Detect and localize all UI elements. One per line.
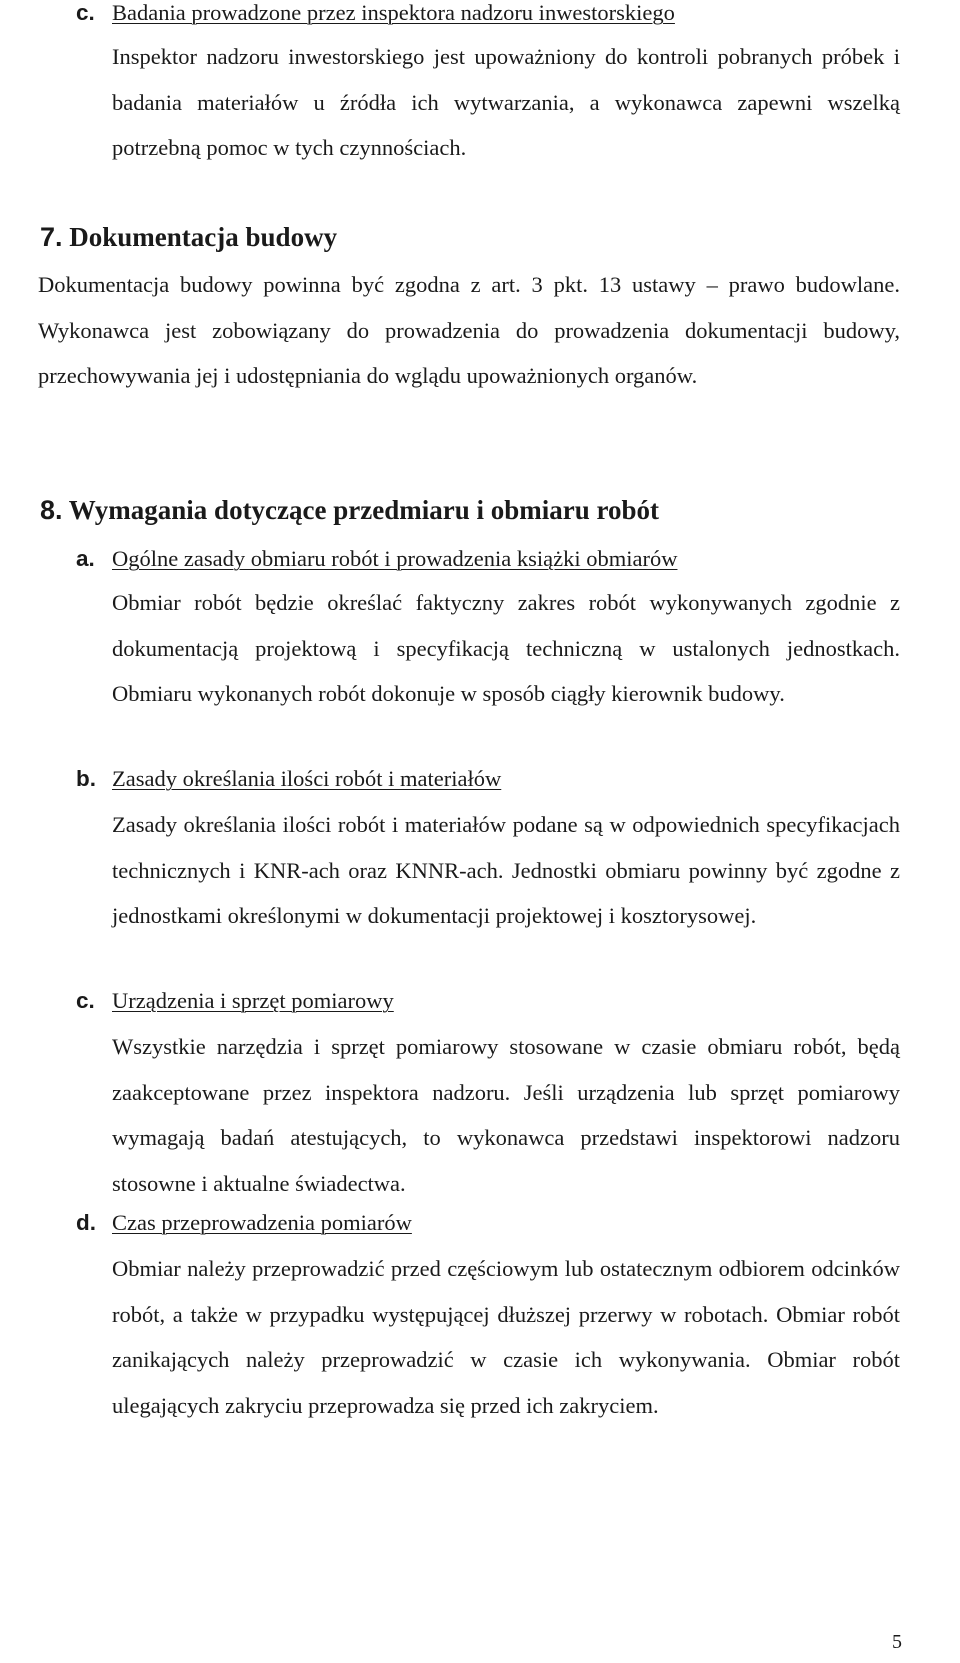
subsection-heading-c bbox=[76, 990, 394, 1013]
subsection-heading-d bbox=[76, 1212, 412, 1235]
section-heading-7 bbox=[40, 224, 337, 251]
section-heading-8 bbox=[40, 497, 659, 524]
subsection-letter: c. bbox=[76, 988, 95, 1013]
subsection-heading-a bbox=[76, 548, 677, 571]
subsection-letter: c. bbox=[76, 0, 95, 25]
subsection-heading-b bbox=[76, 768, 501, 791]
section-title: Wymagania dotyczące przedmiaru i obmiaru robót bbox=[68, 495, 659, 525]
section-number: 7. bbox=[40, 222, 63, 252]
subsection-letter: b. bbox=[76, 766, 96, 791]
section-number: 8. bbox=[40, 495, 63, 525]
subsection-letter: a. bbox=[76, 546, 95, 571]
subsection-heading-c-top bbox=[76, 2, 675, 25]
paragraph-measuring-equipment: Wszystkie narzędzia i sprzęt pomiarowy stosowane w czasie obmiaru robót, będą zaakceptowane przez inspektora nadzoru. Jeśli urządzenia lub sprzęt pomiarowy wymagają badań atestujących, to wykonawca przedstawi inspektorowi nadzoru stosowne i aktualne świadectwa. bbox=[112, 1034, 900, 1196]
paragraph-inspector-testing: Inspektor nadzoru inwestorskiego jest upoważniony do kontroli pobranych próbek i badania materiałów u źródła ich wytwarzania, a wykonawca zapewni wszelką potrzebną pomoc w tych czynnościach. bbox=[112, 44, 900, 160]
paragraph-construction-documentation: Dokumentacja budowy powinna być zgodna z art. 3 pkt. 13 ustawy – prawo budowlane. Wykonawca jest zobowiązany do prowadzenia do prowadzenia dokumentacji budowy, przechowywania jej i udostępniania do wglądu upoważnionych organów. bbox=[38, 272, 900, 388]
subsection-title: Badania prowadzone przez inspektora nadzoru inwestorskiego bbox=[112, 0, 675, 25]
subsection-title: Ogólne zasady obmiaru robót i prowadzenia książki obmiarów bbox=[112, 546, 678, 571]
subsection-title: Zasady określania ilości robót i materiałów bbox=[112, 766, 502, 791]
paragraph-quantity-rules: Zasady określania ilości robót i materiałów podane są w odpowiednich specyfikacjach technicznych i KNR-ach oraz KNNR-ach. Jednostki obmiaru powinny być zgodne z jednostkami określonymi w dokumentacji projektowej i kosztorysowej. bbox=[112, 812, 900, 928]
subsection-title: Urządzenia i sprzęt pomiarowy bbox=[112, 988, 394, 1013]
paragraph-measurement-rules: Obmiar robót będzie określać faktyczny zakres robót wykonywanych zgodnie z dokumentacją projektową i specyfikacją techniczną w ustalonych jednostkach. Obmiaru wykonanych robót dokonuje w sposób ciągły kierownik budowy. bbox=[112, 590, 900, 706]
paragraph-measurement-timing: Obmiar należy przeprowadzić przed częściowym lub ostatecznym odbiorem odcinków robót, a także w przypadku występującej dłuższej przerwy w robotach. Obmiar robót zanikających należy przeprowadzić w czasie ich wykonywania. Obmiar robót ulegających zakryciu przeprowadza się przed ich zakryciem. bbox=[112, 1256, 900, 1418]
section-title: Dokumentacja budowy bbox=[69, 222, 338, 252]
page-number: 5 bbox=[892, 1631, 902, 1653]
subsection-title: Czas przeprowadzenia pomiarów bbox=[112, 1210, 412, 1235]
subsection-letter: d. bbox=[76, 1210, 96, 1235]
